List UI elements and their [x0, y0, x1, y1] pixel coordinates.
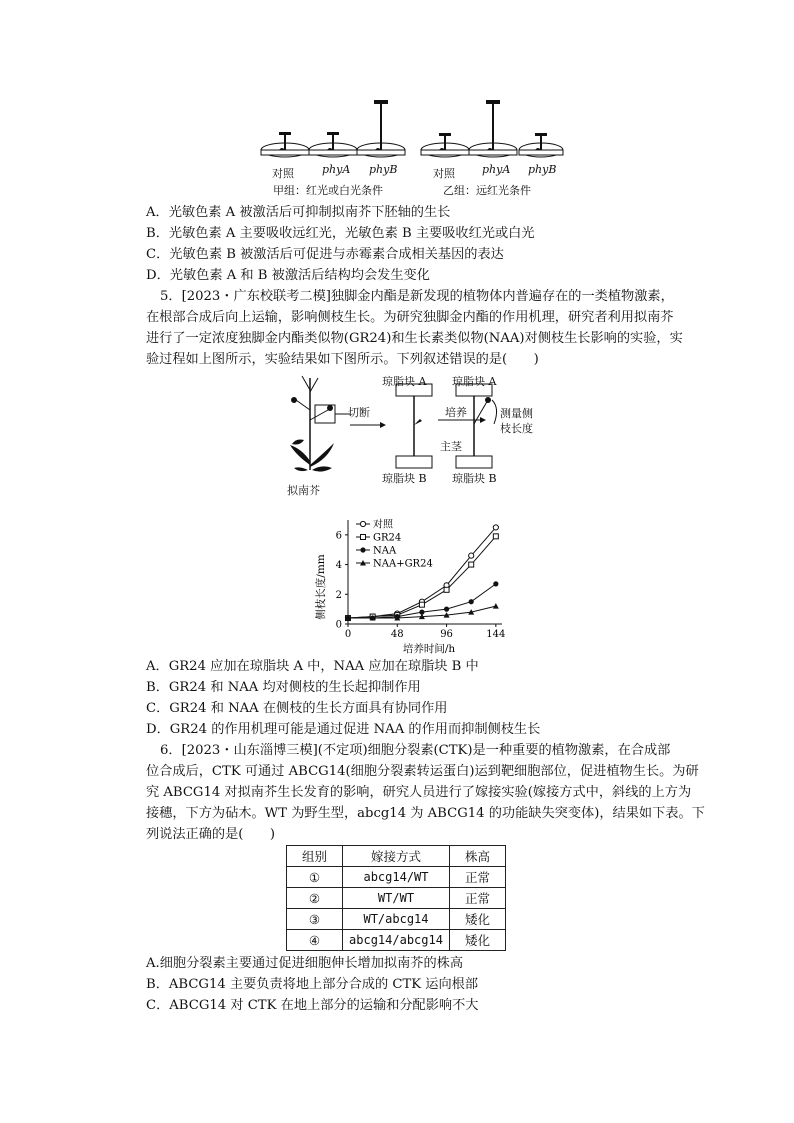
q6-stem-line-3: 究 ABCG14 对拟南芥生长发育的影响，研究人员进行了嫁接实验(嫁接方式中，斜线的上方为 — [146, 785, 692, 800]
data-point — [493, 581, 498, 586]
chart-ylabel: 侧枝长度/mm — [315, 554, 327, 620]
data-point — [493, 603, 499, 609]
label-measure-1: 测量侧 — [500, 407, 533, 420]
x-tick-label: 144 — [486, 629, 506, 640]
label-cut: 切断 — [348, 406, 370, 419]
seedling-phyA-farred — [469, 100, 517, 157]
seedling-label-phyA-b: phyA — [482, 163, 511, 176]
table-row — [287, 930, 506, 951]
chart-legend — [356, 518, 433, 570]
label-block-b-2: 琼脂块 B — [452, 472, 497, 485]
col-header-graft: 嫁接方式 — [343, 846, 450, 867]
cell-group: ④ — [287, 930, 343, 951]
data-point — [360, 547, 365, 552]
q5-option-a: A．GR24 应加在琼脂块 A 中，NAA 应加在琼脂块 B 中 — [146, 659, 479, 674]
cell-group: ③ — [287, 909, 343, 930]
y-tick-label: 0 — [335, 619, 342, 631]
q5-option-b: B．GR24 和 NAA 均对侧枝的生长起抑制作用 — [146, 680, 421, 695]
data-point — [361, 535, 366, 540]
legend-label: GR24 — [373, 532, 402, 544]
cell-group: ① — [287, 867, 343, 888]
chart-xlabel: 培养时间/h — [402, 643, 456, 655]
q5-stem-line-4: 验过程如上图所示，实验结果如下图所示。下列叙述错误的是( ) — [146, 352, 539, 367]
q6-stem-line-5: 列说法正确的是( ) — [146, 827, 275, 842]
x-tick-label: 96 — [440, 629, 453, 640]
data-point — [469, 562, 474, 567]
col-header-group: 组别 — [287, 846, 343, 867]
data-point — [444, 607, 449, 612]
label-culture: 培养 — [445, 406, 467, 419]
data-point — [493, 525, 498, 530]
label-block-a-2: 琼脂块 A — [452, 375, 497, 388]
y-tick-label: 6 — [335, 530, 342, 542]
data-point — [493, 534, 498, 539]
seedling-label-phyB-a: phyB — [369, 163, 398, 176]
table-header-row — [287, 846, 506, 867]
cell-height: 矮化 — [449, 909, 505, 930]
legend-label: NAA — [373, 545, 397, 557]
legend-label: NAA+GR24 — [373, 558, 433, 570]
cell-graft: abcg14/abcg14 — [343, 930, 450, 951]
q4-option-c: C．光敏色素 B 被激活后可促进与赤霉素合成相关基因的表达 — [146, 247, 504, 262]
data-point — [419, 602, 424, 607]
cell-height: 正常 — [449, 867, 505, 888]
q6-option-c: C．ABCG14 对 CTK 在地上部分的运输和分配影响不大 — [146, 998, 479, 1013]
chart-series — [345, 525, 499, 621]
seedling-label-phyB-b: phyB — [528, 163, 557, 176]
q4-option-a: A．光敏色素 A 被激活后可抑制拟南芥下胚轴的生长 — [146, 205, 451, 220]
cell-graft: WT/WT — [343, 888, 450, 909]
q6-stem-line-4: 接穗，下方为砧木。WT 为野生型，abcg14 为 ABCG14 的功能缺失突变体)，结果如下表。下 — [146, 806, 705, 821]
label-measure-2: 枝长度 — [500, 422, 533, 435]
seedling-control-farred — [421, 133, 469, 157]
seedling-label-phyA-a: phyA — [322, 163, 351, 176]
seedling-label-control-b: 对照 — [433, 167, 455, 180]
q6-graft-table — [286, 845, 506, 951]
data-point — [444, 587, 449, 592]
label-arabidopsis: 拟南芥 — [287, 484, 320, 497]
cell-graft: abcg14/WT — [343, 867, 450, 888]
y-tick-label: 4 — [335, 560, 342, 572]
cell-group: ② — [287, 888, 343, 909]
data-point — [469, 553, 474, 558]
q5-stem-line-3: 进行了一定浓度独脚金内酯类似物(GR24)和生长素类似物(NAA)对侧枝生长影响的实验，实 — [146, 331, 683, 346]
seedling-phyB-red — [357, 100, 405, 157]
data-point — [469, 599, 474, 604]
group-label-a: 甲组：红光或白光条件 — [273, 184, 383, 197]
data-point — [360, 521, 365, 526]
q4-option-b: B．光敏色素 A 主要吸收远红光，光敏色素 B 主要吸收红光或白光 — [146, 226, 535, 241]
cell-graft: WT/abcg14 — [343, 909, 450, 930]
q5-line-chart — [312, 512, 512, 657]
label-main-stem: 主茎 — [440, 440, 462, 453]
q5-option-c: C．GR24 和 NAA 在侧枝的生长方面具有协同作用 — [146, 701, 448, 716]
table-row — [287, 888, 506, 909]
table-row — [287, 909, 506, 930]
q4-option-d: D．光敏色素 A 和 B 被激活后结构均会发生变化 — [146, 268, 430, 283]
arabidopsis-plant — [290, 376, 334, 472]
q6-stem-line-2: 位合成后，CTK 可通过 ABCG14(细胞分裂素转运蛋白)运到靶细胞部位，促进植物生长。为研 — [146, 764, 699, 779]
x-tick-label: 0 — [344, 629, 352, 640]
q6-option-a: A.细胞分裂素主要通过促进细胞伸长增加拟南芥的株高 — [146, 956, 464, 971]
group-label-b: 乙组：远红光条件 — [443, 184, 531, 197]
q5-stem-line-1: 5．[2023・广东校联考二模]独脚金内酯是新发现的植物体内普遍存在的一类植物激素， — [160, 289, 674, 304]
cell-height: 正常 — [449, 888, 505, 909]
x-tick-label: 48 — [390, 629, 404, 640]
label-block-a-1: 琼脂块 A — [382, 375, 427, 388]
col-header-height: 株高 — [449, 846, 505, 867]
y-tick-label: 2 — [335, 589, 342, 601]
cell-height: 矮化 — [449, 930, 505, 951]
q5-stem-line-2: 在根部合成后向上运输，影响侧枝生长。为研究独脚金内酯的作用机理，研究者利用拟南芥 — [146, 310, 674, 325]
q6-option-b: B．ABCG14 主要负责将地上部分合成的 CTK 运向根部 — [146, 977, 479, 992]
legend-label: 对照 — [373, 519, 393, 531]
label-block-b-1: 琼脂块 B — [382, 472, 427, 485]
seedling-label-control-a: 对照 — [272, 167, 294, 180]
seedling-control-red — [261, 132, 309, 157]
table-row — [287, 867, 506, 888]
seedling-phyA-red — [309, 132, 357, 157]
seedling-phyB-farred — [519, 133, 563, 157]
q5-option-d: D．GR24 的作用机理可能是通过促进 NAA 的作用而抑制侧枝生长 — [146, 722, 541, 737]
q6-stem-line-1: 6．[2023・山东淄博三模](不定项)细胞分裂素(CTK)是一种重要的植物激素，在合成部 — [160, 743, 671, 758]
